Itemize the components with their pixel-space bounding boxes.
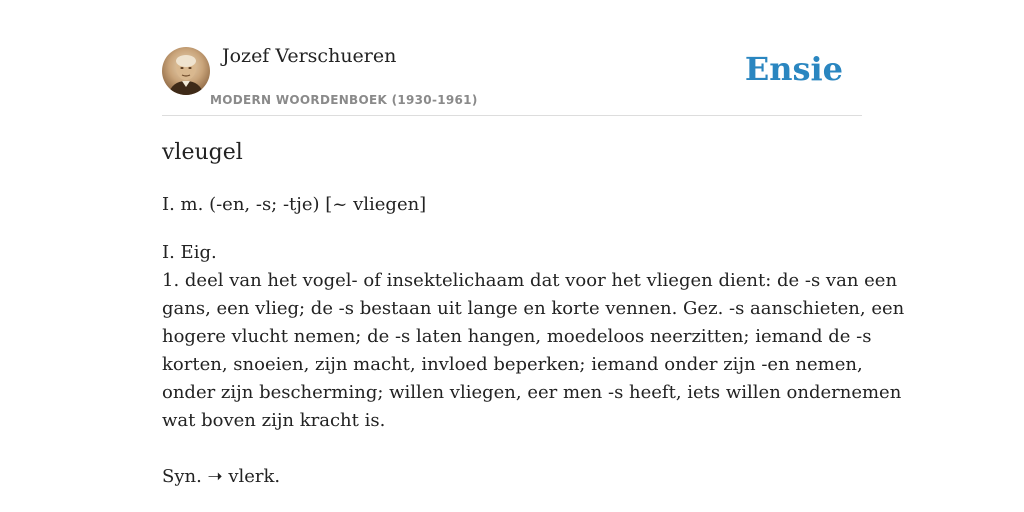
entry-header: [162, 0, 862, 116]
definition-line: wat boven zijn kracht is.: [162, 410, 386, 431]
entry-definition: [162, 239, 905, 491]
definition-line: onder zijn bescherming; willen vliegen, eer men -s heeft, iets willen ondernemen: [162, 382, 902, 403]
synonym-link[interactable]: Syn. ➝ vlerk.: [162, 466, 281, 487]
entry-term: vleugel: [162, 140, 243, 165]
sense-heading: I. Eig.: [162, 242, 217, 263]
definition-line: 1. deel van het vogel- of insektelichaam dat voor het vliegen dient: de -s van een: [162, 270, 898, 291]
definition-line: hogere vlucht nemen; de -s laten hangen, moedeloos neerzitten; iemand de -s: [162, 326, 872, 347]
entry-grammar: I. m. (-en, -s; -tje) [~ vliegen]: [162, 194, 427, 215]
author-portrait-icon: [162, 47, 210, 95]
definition-line: korten, snoeien, zijn macht, invloed beperken; iemand onder zijn -en nemen,: [162, 354, 863, 375]
brand-logo[interactable]: Ensie: [744, 50, 843, 88]
entry-card: [162, 0, 905, 512]
paragraph-spacer: [162, 435, 862, 463]
source-title[interactable]: MODERN WOORDENBOEK (1930-1961): [210, 93, 478, 107]
definition-line: gans, een vlieg; de -s bestaan uit lange en korte vennen. Gez. -s aanschieten, een: [162, 298, 905, 319]
author-avatar[interactable]: [162, 47, 210, 95]
author-name[interactable]: Jozef Verschueren: [222, 45, 397, 67]
